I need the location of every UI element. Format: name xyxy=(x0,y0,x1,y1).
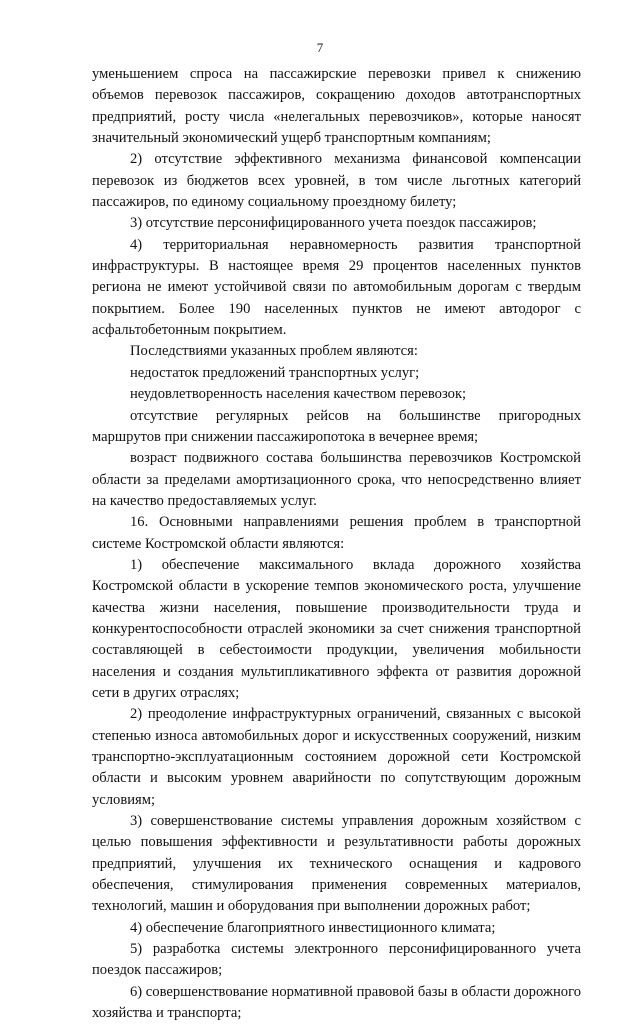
page-number: 7 xyxy=(316,40,324,55)
paragraph-direction-6: 6) совершенствование нормативной правовой базы в области дорожного хозяйства и транспорта; xyxy=(92,983,581,1022)
paragraph-consequence-2: неудовлетворенность населения качеством перевозок; xyxy=(130,386,467,403)
paragraph-continuation: уменьшением спроса на пассажирские перевозки привел к снижению объемов перевозок пассажиров, сокращению доходов автотранспортных предприятий, росту числа «нелегальных перевозчиков», которые наносят значительный экономический ущерб транспортным компаниям; xyxy=(92,66,581,147)
paragraph-consequence-3: отсутствие регулярных рейсов на большинстве пригородных маршрутов при снижении пассажиропотока в вечернее время; xyxy=(92,407,581,445)
paragraph-direction-4: 4) обеспечение благоприятного инвестиционного климата; xyxy=(130,919,496,936)
paragraph-consequence-4: возраст подвижного состава большинства перевозчиков Костромской области за пределами амортизационного срока, что непосредственно влияет на качество предоставляемых услуг. xyxy=(92,450,581,509)
paragraph-consequences-heading: Последствиями указанных проблем являются: xyxy=(130,343,418,360)
paragraph-section-16: 16. Основными направлениями решения проблем в транспортной системе Костромской области являются: xyxy=(92,514,581,552)
paragraph-problem-4: 4) территориальная неравномерность развития транспортной инфраструктуры. В настоящее время 29 процентов населенных пунктов региона не имеют устойчивой связи по автомобильным дорогам с твердым покрытием. Более 190 населенных пунктов не имеют автодорог с асфальтобетонным покрытием. xyxy=(92,236,581,339)
paragraph-direction-1: 1) обеспечение максимального вклада дорожного хозяйства Костромской области в ускорение темпов экономического роста, улучшение качества жизни населения, повышение производительности труда и конкурентоспособности отраслей экономики за счет снижения транспортной составляющей в себестоимости продукции, увеличения мобильности населения и создания мультипликативного эффекта от развития дорожной сети в других отраслях; xyxy=(92,556,581,701)
paragraph-problem-3: 3) отсутствие персонифицированного учета поездок пассажиров; xyxy=(130,215,537,232)
paragraph-direction-3: 3) совершенствование системы управления дорожным хозяйством с целью повышения эффективности и результативности работы дорожных предприятий, улучшения их технического оснащения и кадрового обеспечения, стимулирования применения современных материалов, технологий, машин и оборудования при выполнении дорожных работ; xyxy=(92,813,581,915)
document-body xyxy=(92,64,581,1024)
paragraph-direction-2: 2) преодоление инфраструктурных ограничений, связанных с высокой степенью износа автомобильных дорог и искусственных сооружений, низким транспортно-эксплуатационным состоянием дорожной сети Костромской области и высоким уровнем аварийности по сопутствующим дорожным условиям; xyxy=(92,706,581,808)
paragraph-consequence-1: недостаток предложений транспортных услуг; xyxy=(130,364,420,381)
paragraph-problem-2: 2) отсутствие эффективного механизма финансовой компенсации перевозок из бюджетов всех уровней, в том числе льготных категорий пассажиров, по единому социальному проездному билету; xyxy=(92,151,581,211)
paragraph-direction-5: 5) разработка системы электронного персонифицированного учета поездок пассажиров; xyxy=(92,941,581,979)
